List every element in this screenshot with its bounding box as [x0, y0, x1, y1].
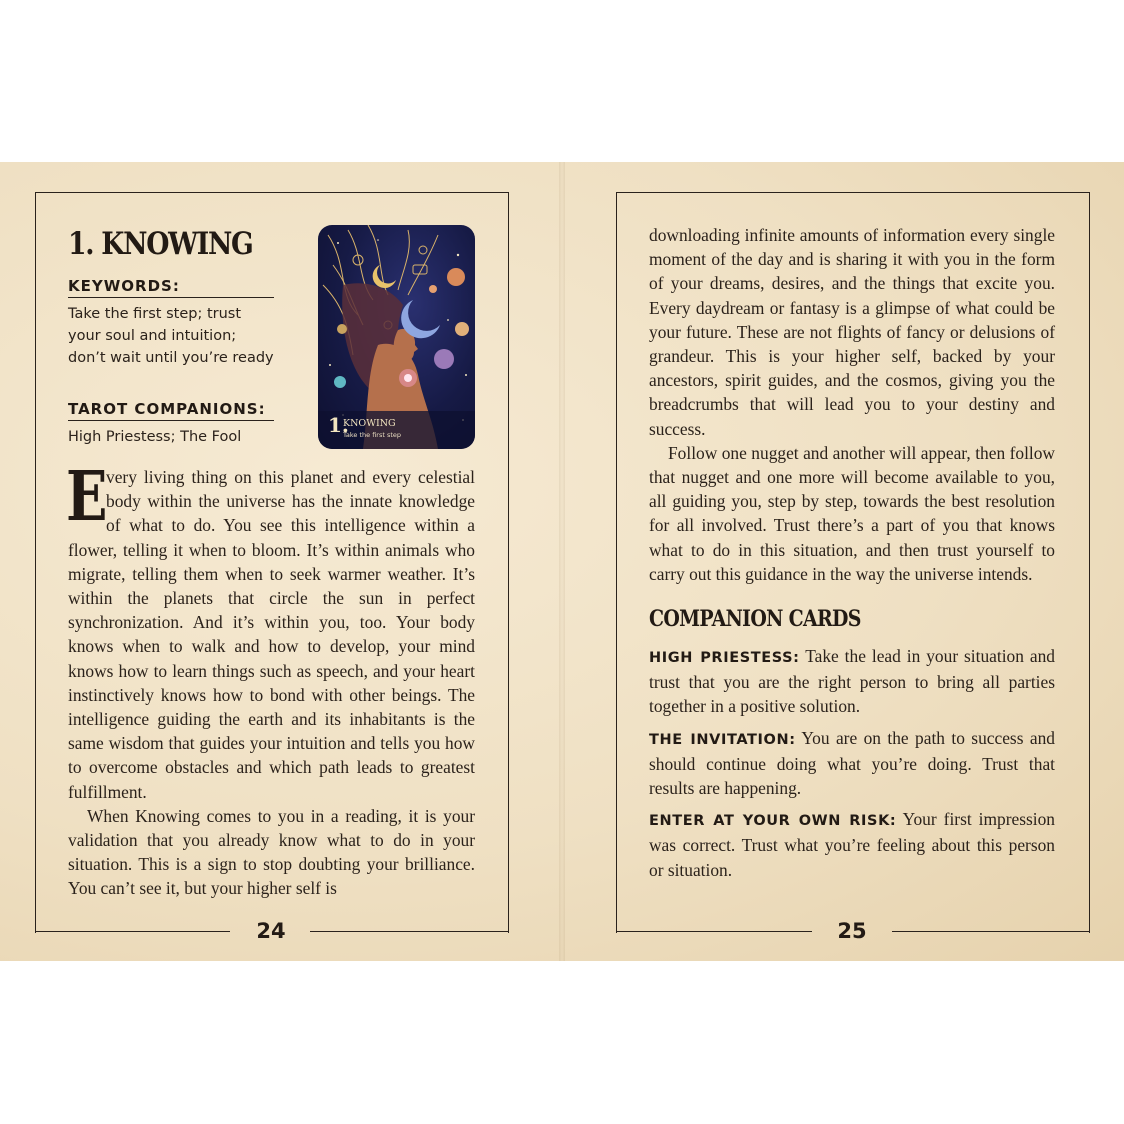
- page-number-left: 24: [256, 919, 286, 943]
- companion-entry-enter-at-your-own-risk: [649, 807, 1055, 882]
- tarot-companions-label: TAROT COMPANIONS:: [68, 399, 274, 421]
- companion-entry-the-invitation: [649, 726, 1055, 801]
- footer-rule-left: [35, 931, 230, 932]
- left-paragraph-1-text: very living thing on this planet and every celestial body within the universe has the innate knowledge of what to do. You see this intelligence within a flower, telling it when to bloom. It’s within animals who migrate, telling them when to seek warmer weather. It’s within the planets that circle the sun in perfect synchronization. And it’s within you, too. Your body knows when to walk and how to develop, your mind knows how to learn things such as speech, and your heart instinctively knows how to bond with other beings. The intelligence guiding the earth and its inhabitants is the same wisdom that guides your intuition and tells you how to overcome obstacles and which path leads to greatest fulfillment.: [68, 467, 475, 802]
- page-number-right: 25: [837, 919, 867, 943]
- card-name: KNOWING: [343, 418, 396, 429]
- tarot-card-image: [318, 225, 475, 449]
- companion-entry-high-priestess: [649, 644, 1055, 719]
- tarot-companions-text: High Priestess; The Fool: [68, 429, 242, 445]
- entry-text: You are on the path to success and should continue doing what you’re doing. Trust that results are happening.: [649, 727, 1055, 799]
- entry-text: Your first impression was correct. Trust what you’re feeling about this person or situation.: [649, 809, 1055, 880]
- card-number: 1.: [328, 413, 349, 437]
- footer-rule-left-2: [616, 931, 812, 932]
- card-subtitle: Take the first step: [343, 431, 402, 439]
- chapter-title: 1. KNOWING: [68, 226, 253, 262]
- footer-rule-right: [310, 931, 509, 932]
- left-paragraph-1: [66, 457, 475, 804]
- left-body-column: [66, 457, 475, 901]
- right-body-column: [649, 223, 1055, 889]
- entry-label: ENTER AT YOUR OWN RISK:: [649, 813, 897, 830]
- right-paragraph-1: downloading infinite amounts of information every single moment of the day and is sharing it with you in the form of your dreams, desires, and the things that excite you. Every daydream or fantasy is a glimpse of what could be your future. These are not flights of fancy or delusions of grandeur. This is your higher self, backed by your ancestors, spirit guides, and the cosmos, giving you the breadcrumbs that will lead you to your destiny and success.: [649, 225, 1055, 439]
- companion-cards-heading: COMPANION CARDS: [649, 606, 861, 633]
- left-paragraph-2: When Knowing comes to you in a reading, it is your validation that you already know what to do in your situation. This is a sign to stop doubting your brilliance. You can’t see it, but your higher self is: [68, 805, 475, 899]
- entry-label: HIGH PRIESTESS:: [649, 650, 800, 667]
- right-paragraph-2: Follow one nugget and another will appear, then follow that nugget and one more will become available to you, all guiding you, step by step, towards the best resolution for all involved. Trust there’s a part of you that knows what to do in this situation, and then trust yourself to carry out this guidance in the way the universe intends.: [649, 442, 1055, 584]
- keywords-label: KEYWORDS:: [68, 276, 274, 298]
- keywords-text: Take the first step; trust your soul and intuition; don’t wait until you’re ready: [68, 306, 274, 366]
- book-spread: [0, 162, 1124, 961]
- drop-cap: E: [66, 457, 108, 537]
- footer-rule-right-2: [892, 931, 1090, 932]
- entry-label: THE INVITATION:: [649, 731, 796, 748]
- entry-text: Take the lead in your situation and trust that you are the right person to bring all parties together in a positive solution.: [649, 646, 1055, 717]
